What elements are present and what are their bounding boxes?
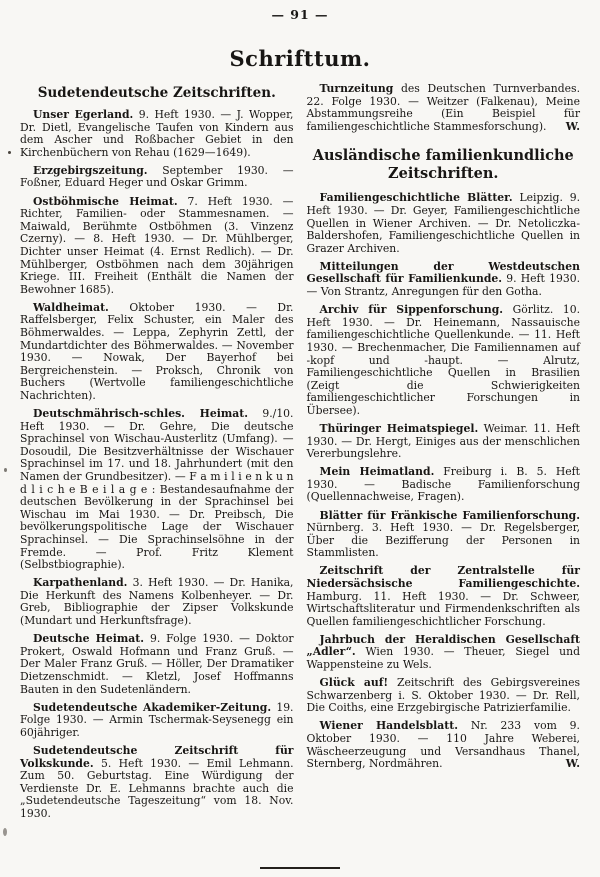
journal-title: Familiengeschichtliche Blätter.	[319, 191, 513, 205]
scan-speck	[8, 151, 11, 154]
journal-title: Karpathenland.	[33, 576, 128, 590]
entry-text: 19. Folge 1930. — Armin Tschermak-Seysenegg ein 60jähriger.	[20, 700, 294, 739]
journal-entry	[20, 408, 294, 572]
journal-entry	[307, 261, 581, 299]
journal-title: Mitteilungen der Westdeutschen Gesellschaft für Familienkunde.	[306, 259, 580, 286]
entry-text: 9./10. Heft 1930. — Dr. Gehre, Die deutsche Sprachinsel von Wischau-Austerlitz (Umfang). — Dosoudil, Die Besitzverhältnisse der Wischauer Sprachinsel im 17. und 18. Jahrhundert (mit den Namen der Grundbesitzer). — F a m i l i e n k u n d l i c h e B e i l a g e : Bestandesaufnahme der deutschen Bevölkerung in der Sprachinsel bei Wischau im Mai 1930. — Dr. Preibsch, Die bevölkerungspolitische Lage der Wischauer Sprachinsel. — Die Sprachinselsöhne in der Fremde. — Prof. Fritz Klement (Selbstbiographie).	[20, 407, 294, 572]
two-column-layout	[0, 83, 600, 826]
left-column	[20, 83, 294, 826]
journal-title: Wiener Handelsblatt.	[319, 719, 459, 733]
journal-entry	[20, 165, 294, 190]
entry-text: Zeitschrift des Gebirgsvereines Schwarzenberg i. S. Oktober 1930. — Dr. Rell, Die Coiths, eine Erzgebirgische Patrizierfamilie.	[306, 676, 581, 715]
entry-text: 5. Heft 1930. — Emil Lehmann. Zum 50. Geburtstag. Eine Würdigung der Verdienste Dr. E. Lehmanns brachte auch die „Sudetendeutsche Tageszeitung“ vom 18. Nov. 1930.	[20, 756, 294, 820]
journal-entry	[20, 302, 294, 403]
journal-entry	[307, 423, 581, 461]
journal-title: Jahrbuch der Heraldischen Gesellschaft „Adler“.	[306, 632, 580, 659]
entry-text: des Deutschen Turnverbandes. 22. Folge 1930. — Weitzer (Falkenau), Meine Abstammungsreihe (Ein Beispiel für familiengeschichtliche Stammesforschung).	[306, 82, 580, 133]
journal-title: Deutsche Heimat.	[33, 632, 145, 646]
journal-entry	[307, 565, 581, 628]
contributor-initial: W.	[565, 757, 580, 771]
entry-text: Nr. 233 vom 9. Oktober 1930. — 110 Jahre Weberei, Wäscheerzeugung und Versandhaus Thanel, Sternberg, Nordmähren.	[306, 719, 580, 771]
entry-text: Nürnberg. 3. Heft 1930. — Dr. Regelsberger, Über die Bezifferung der Personen in Stammlisten.	[306, 521, 580, 560]
entry-text: Oktober 1930. — Dr. Raffelsberger, Felix Schuster, ein Maler des Böhmerwaldes. — Leppa, Zephyrin Zettl, der Mundartdichter des Böhmerwaldes. — November 1930. — Nowak, Der Bayerhof bei Bergreichenstein. — Proksch, Chronik von Buchers (Wertvolle familiengeschichtliche Nachrichten).	[20, 300, 294, 402]
entry-text: 7. Heft 1930. — Richter, Familien- oder Stammesnamen. — Maiwald, Berühmte Ostböhmen (3. Vinzenz Czerny). — 8. Heft 1930. — Dr. Mühlberger, Dichter unser Heimat (4. Ernst Redlich). — Dr. Mühlberger, Ostböhmen nach dem 30jährigen Kriege. III. Freiheit (Enthält die Namen der Bewohner 1685).	[20, 194, 294, 296]
entry-text: Leipzig. 9. Heft 1930. — Dr. Geyer, Familiengeschichtliche Quellen in Wiener Archiven. — Dr. Netoliczka-Baldershofen, Familiengeschichtliche Quellen in Grazer Archiven.	[306, 191, 581, 255]
journal-title: Waldheimat.	[33, 300, 109, 314]
entry-text: Wien 1930. — Theuer, Siegel und Wappensteine zu Wels.	[306, 645, 580, 672]
journal-title: Thüringer Heimatspiegel.	[319, 421, 479, 435]
journal-title: Turnzeitung	[319, 82, 394, 95]
entry-text: 9. Heft 1930. — Von Strantz, Anregungen für den Gotha.	[306, 272, 580, 299]
journal-entry	[307, 677, 581, 715]
entry-text: 3. Heft 1930. — Dr. Hanika, Die Herkunft des Namens Kolbenheyer. — Dr. Greb, Bibliographie der Zipser Volkskunde (Mundart und Herkunftsfrage).	[20, 576, 294, 628]
page-title: Schrifttum.	[229, 46, 371, 71]
scan-speck	[3, 828, 7, 836]
journal-title: Sudetendeutsche Akademiker-Zeitung.	[33, 700, 272, 714]
journal-entry	[307, 510, 581, 560]
scan-speck	[4, 468, 7, 472]
journal-title: Archiv für Sippenforschung.	[319, 303, 504, 317]
journal-title: Deutschmährisch-schles. Heimat.	[33, 407, 248, 421]
entry-text: 9. Folge 1930. — Doktor Prokert, Oswald Hofmann und Franz Gruß. — Der Maler Franz Gruß. — Höller, Der Dramatiker Dietzenschmidt. — Kletzl, Josef Hoffmanns Bauten in den Sudetenländern.	[20, 632, 294, 696]
journal-title: Erzgebirgszeitung.	[33, 163, 148, 177]
journal-entry	[307, 192, 581, 255]
journal-entry	[307, 83, 581, 133]
journal-entry	[20, 633, 294, 696]
entry-text: 9. Heft 1930. — J. Wopper, Dr. Dietl, Evangelische Taufen von Kindern aus dem Ascher und Roßbacher Gebiet in den Kirchenbüchern von Rehau (1629—1649).	[20, 108, 294, 159]
journal-entry	[20, 702, 294, 740]
journal-entry	[20, 196, 294, 297]
journal-entry	[20, 109, 294, 159]
entry-text: Görlitz. 10. Heft 1930. — Dr. Heinemann, Nassauische familiengeschichtliche Quellenkunde. — 11. Heft 1930. — Brechenmacher, Die Familiennamen auf -kopf und -haupt. — Alrutz, Familiengeschichtliche Quellen in Brasilien (Zeigt die Schwierigkeiten familiengeschichtlicher Forschungen in Übersee).	[306, 303, 581, 417]
journal-entry	[307, 304, 581, 417]
journal-title: Ostböhmische Heimat.	[33, 194, 178, 208]
entry-text: Weimar. 11. Heft 1930. — Dr. Hergt, Einiges aus der menschlichen Vererbungslehre.	[306, 421, 581, 461]
journal-title: Unser Egerland.	[33, 108, 134, 121]
journal-entry	[307, 720, 581, 770]
journal-title: Zeitschrift der Zentralstelle für Niedersächsische Familiengeschichte.	[306, 564, 580, 590]
right-column	[307, 83, 581, 826]
section-heading-sudetendeutsche: Sudetendeutsche Zeitschriften.	[37, 85, 276, 101]
journal-entry	[20, 577, 294, 627]
entry-text: September 1930. — Foßner, Eduard Heger und Oskar Grimm.	[20, 163, 294, 190]
end-divider	[260, 867, 340, 869]
journal-title: Blätter für Fränkische Familienforschung.	[319, 508, 580, 522]
journal-entry	[307, 466, 581, 504]
section-heading-auslaendische: Ausländische familienkundliche Zeitschriften.	[312, 147, 574, 183]
contributor-initial: W.	[565, 119, 580, 133]
entry-text: Freiburg i. B. 5. Heft 1930. — Badische Familienforschung (Quellennachweise, Fragen).	[306, 465, 580, 504]
journal-title: Glück auf!	[319, 676, 389, 690]
journal-title: Mein Heimatland.	[319, 465, 435, 479]
journal-entry	[20, 745, 294, 821]
journal-title: Sudetendeutsche Zeitschrift für Volkskunde.	[20, 743, 294, 770]
entry-text: Hamburg. 11. Heft 1930. — Dr. Schweer, Wirtschaftsliteratur und Firmendenkschriften als Quellen familiengeschichtlicher Forschung.	[306, 589, 580, 628]
page-number: — 91 —	[271, 7, 329, 22]
journal-entry	[307, 634, 581, 672]
